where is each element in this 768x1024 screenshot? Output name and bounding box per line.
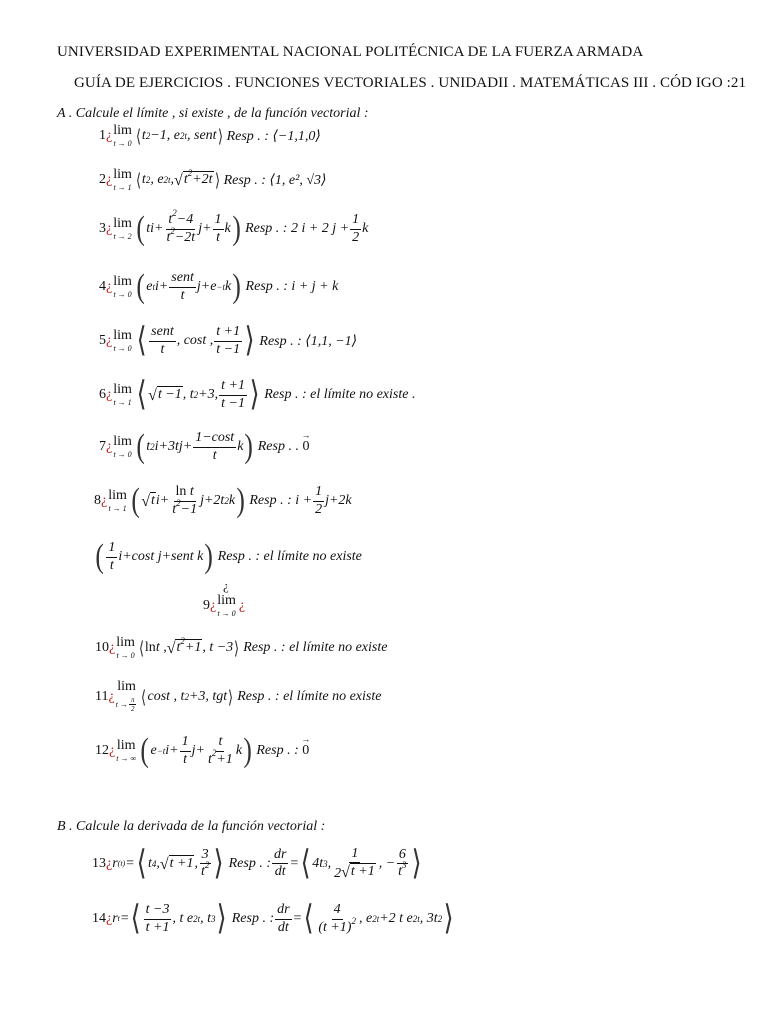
exercise-number: 13	[92, 855, 106, 871]
zero-vector: → 0	[302, 439, 309, 455]
zero-vector: → 0	[302, 743, 309, 759]
exercise-number: 3	[99, 221, 106, 236]
inv-question-mark: ¿	[109, 743, 116, 758]
limit-operator: lim t → 1	[108, 488, 127, 513]
exercise-14: 14 ¿ r t = ⟨ $\frac{t -3}{t +1}$ , t e 2t , t 3 ⟩ Resp . : $\frac{dr}{dt}$ = ⟨ $\frac{4}{(t +1)^2}$ , e 2t +2 t e 2t , 3t 2 ⟩	[92, 900, 454, 937]
limit-operator: lim t → 0	[113, 274, 132, 299]
exercise-number: 1	[99, 128, 106, 143]
exercise-number: 4	[99, 279, 106, 294]
inv-question-mark: ¿	[106, 855, 113, 871]
exercise-answer: Resp . : i +	[249, 493, 313, 508]
limit-operator: lim t → 0	[116, 635, 135, 660]
exercise-answer: Resp . : ⟨1, e², √3⟩	[223, 172, 327, 188]
exercise-number: 8	[94, 493, 101, 508]
document-subtitle: GUÍA DE EJERCICIOS . FUNCIONES VECTORIALES . UNIDADII . MATEMÁTICAS III . CÓD IGO :21	[74, 75, 747, 91]
inv-question-mark: ¿	[109, 640, 116, 655]
inv-question-mark: ¿	[106, 279, 113, 294]
exercise-answer: Resp . : el límite no existe	[243, 640, 388, 655]
exercise-8: 8 ¿ lim t → 1 ( √ t i+ $\frac{\text{ln t}}{t^2-1}$ j+2t 2 k ) Resp . : i + $\frac{1}{2}$ j+2k	[94, 482, 352, 519]
exercise-13: 13 ¿ r (t) = ⟨ t 4 , √ t +1 , $\frac{3}{t^2}$ ⟩ Resp . : $\frac{dr}{dt}$ = ⟨ 4t 3 , 1 2 √ t +1 , − $\frac{6}{t^3}$ ⟩	[92, 844, 422, 882]
exercise-answer: Resp . : el límite no existe .	[264, 387, 416, 402]
inv-question-mark: ¿	[106, 387, 113, 402]
exercise-number: 12	[95, 743, 109, 758]
exercise-answer: Resp . : i + j + k	[245, 279, 339, 294]
limit-operator: lim t → ∞	[116, 738, 137, 763]
exercise-answer: Resp . : 2 i + 2 j +	[245, 221, 350, 236]
inv-question-mark: ¿	[106, 439, 113, 454]
exercise-number: 11	[95, 688, 109, 704]
inv-question-mark: ¿	[106, 128, 113, 143]
limit-operator: lim t → 0	[113, 123, 132, 148]
section-a-heading: A . Calcule el límite , si existe , de la función vectorial :	[57, 106, 369, 121]
exercise-12: 12 ¿ lim t → ∞ ( e −t i+ $\frac{1}{t}$ j+ $\frac{t}{t^2+1}$ k ) Resp . : → 0	[95, 734, 309, 768]
exercise-9-expression: ( $\frac{1}{t}$ i+cost j+sent k ) Resp . : el límite no existe	[95, 538, 362, 575]
exercise-7: 7 ¿ lim t → 0 ( t 2 i+3tj+ $\frac{1-\cos t}{t}$ k ) Resp . . → 0	[99, 430, 309, 464]
limit-operator: lim t → 2	[113, 216, 132, 241]
exercise-number: 5	[99, 333, 106, 348]
exercise-number: 2	[99, 172, 106, 187]
section-b-heading: B . Calcule la derivada de la función vectorial :	[57, 819, 326, 834]
inv-question-mark: ¿	[106, 172, 113, 187]
exercise-answer: Resp . : ⟨−1,1,0⟩	[226, 128, 321, 144]
exercise-number: 6	[99, 387, 106, 402]
exercise-11: 11 ¿ lim t → $\frac{\pi}{2}$ ⟨ cost , t 2 +3, tgt ⟩ Resp . : el límite no existe	[95, 679, 382, 714]
exercise-number: 7	[99, 439, 106, 454]
exercise-answer: Resp . . → 0	[258, 439, 310, 455]
inv-question-mark: ¿	[238, 598, 246, 613]
exercise-5: 5 ¿ lim t → 0 ⟨ $\frac{\text{sent}}{t}$ , cost , $\frac{t +1}{t -1}$ ⟩ Resp . : ⟨1,1, −1⟩	[99, 322, 358, 359]
limit-operator: lim t → 0	[217, 593, 236, 618]
exercise-answer: Resp . : ⟨1,1, −1⟩	[259, 333, 358, 349]
inv-question-mark: ¿	[106, 333, 113, 348]
inv-question-mark: ¿	[106, 911, 113, 926]
exercise-number: 14	[92, 911, 106, 926]
exercise-6: 6 ¿ lim t → 1 ⟨ √ t −1 , t 2 +3, $\frac{t +1}{t -1}$ ⟩ Resp . : el límite no existe .	[99, 376, 416, 413]
limit-operator: lim t → 1	[113, 382, 132, 407]
exercise-4: 4 ¿ lim t → 0 ( e t i+ $\frac{\text{sent}}{t}$ j+e −t k ) Resp . : i + j + k	[99, 268, 339, 305]
exercise-answer: Resp . : el límite no existe	[217, 549, 362, 564]
exercise-number: 9	[203, 598, 210, 613]
limit-operator: lim t → 0	[113, 434, 132, 459]
exercise-9	[203, 594, 245, 618]
inv-question-mark: ¿	[210, 598, 217, 613]
limit-operator: lim t → $\frac{\pi}{2}$	[115, 679, 136, 714]
exercise-answer: Resp . : → 0	[256, 743, 309, 759]
limit-operator: lim t → 0	[113, 328, 132, 353]
exercise-1: 1 ¿ lim t → 0 ⟨ t 2 −1, e 2t , sent ⟩ Resp . : ⟨−1,1,0⟩	[99, 123, 321, 148]
exercise-answer: Resp . : el límite no existe	[237, 688, 382, 704]
exercise-2: 2 ¿ lim t → 1 ⟨ t 2 , e 2t , √ $t^2+2t$ ⟩ Resp . : ⟨1, e², √3⟩	[99, 167, 327, 192]
document-title: UNIVERSIDAD EXPERIMENTAL NACIONAL POLITÉCNICA DE LA FUERZA ARMADA	[57, 44, 644, 60]
inv-question-mark: ¿	[223, 578, 229, 593]
exercise-number: 10	[95, 640, 109, 655]
inv-question-mark: ¿	[108, 688, 115, 704]
exercise-3: 3 ¿ lim t → 2 ( ti+ $\frac{t^2-4}{t^2-2t}$ j+ $\frac{1}{t}$ k ) Resp . : 2 i + 2 j + $\frac{1}{2}$ k	[99, 208, 369, 247]
exercise-10: 10 ¿ lim t → 0 ⟨ ln t , √ $t^2+1$ , t −3 ⟩ Resp . : el límite no existe	[95, 635, 388, 660]
inv-question-mark: ¿	[106, 221, 113, 236]
inv-question-mark: ¿	[101, 493, 108, 508]
limit-operator: lim t → 1	[113, 167, 132, 192]
